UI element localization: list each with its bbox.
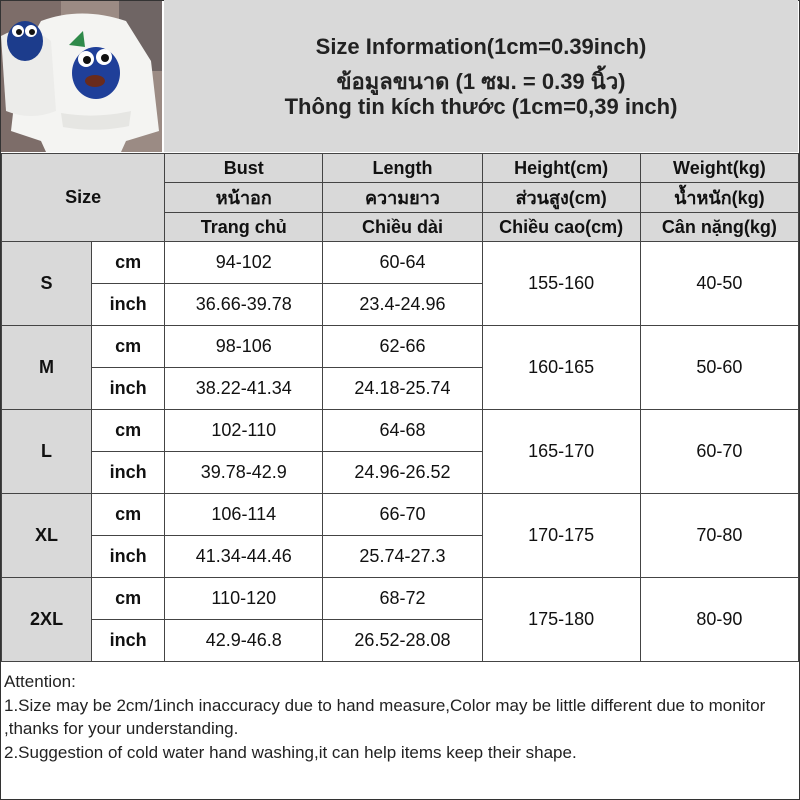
bust-cm-cell: 98-106	[165, 326, 323, 368]
bust-header-en: Bust	[165, 154, 323, 183]
length-inch-cell: 23.4-24.96	[323, 284, 482, 326]
unit-label-cm: cm	[92, 326, 165, 368]
product-photo-image	[1, 1, 162, 152]
size-header: Size	[2, 154, 165, 242]
length-cm-cell: 60-64	[323, 242, 482, 284]
attention-notes	[4, 670, 794, 764]
table-row	[2, 242, 799, 284]
bust-inch-cell: 41.34-44.46	[165, 536, 323, 578]
height-cell: 170-175	[482, 494, 640, 578]
length-inch-cell: 24.18-25.74	[323, 368, 482, 410]
size-label: XL	[2, 494, 92, 578]
length-cm-cell: 64-68	[323, 410, 482, 452]
table-row	[2, 410, 799, 452]
length-header-vi: Chiều dài	[323, 213, 482, 242]
unit-label-inch: inch	[92, 620, 165, 662]
length-header-en: Length	[323, 154, 482, 183]
size-table	[1, 153, 799, 662]
weight-cell: 70-80	[640, 494, 798, 578]
note-line-2: 2.Suggestion of cold water hand washing,it can help items keep their shape.	[4, 742, 577, 762]
length-inch-cell: 26.52-28.08	[323, 620, 482, 662]
unit-label-inch: inch	[92, 536, 165, 578]
height-header-en: Height(cm)	[482, 154, 640, 183]
bust-header-th: หน้าอก	[165, 183, 323, 213]
height-header-vi: Chiều cao(cm)	[482, 213, 640, 242]
unit-label-cm: cm	[92, 242, 165, 284]
weight-header-vi: Cân nặng(kg)	[640, 213, 798, 242]
bust-inch-cell: 36.66-39.78	[165, 284, 323, 326]
table-row	[2, 326, 799, 368]
length-inch-cell: 24.96-26.52	[323, 452, 482, 494]
weight-header-en: Weight(kg)	[640, 154, 798, 183]
weight-cell: 50-60	[640, 326, 798, 410]
height-cell: 160-165	[482, 326, 640, 410]
weight-cell: 40-50	[640, 242, 798, 326]
weight-cell: 60-70	[640, 410, 798, 494]
bust-cm-cell: 110-120	[165, 578, 323, 620]
unit-label-cm: cm	[92, 494, 165, 536]
weight-cell: 80-90	[640, 578, 798, 662]
length-cm-cell: 62-66	[323, 326, 482, 368]
unit-label-cm: cm	[92, 578, 165, 620]
title-area	[164, 0, 798, 152]
size-label: S	[2, 242, 92, 326]
length-inch-cell: 25.74-27.3	[323, 536, 482, 578]
title-vietnamese: Thông tin kích thước (1cm=0,39 inch)	[284, 94, 678, 119]
bust-header-vi: Trang chủ	[165, 213, 323, 242]
table-row	[2, 494, 799, 536]
bust-inch-cell: 38.22-41.34	[165, 368, 323, 410]
bust-inch-cell: 39.78-42.9	[165, 452, 323, 494]
size-label: M	[2, 326, 92, 410]
bust-inch-cell: 42.9-46.8	[165, 620, 323, 662]
weight-header-th: น้ำหนัก(kg)	[640, 183, 798, 213]
attention-heading: Attention:	[4, 672, 76, 691]
size-label: 2XL	[2, 578, 92, 662]
bust-cm-cell: 94-102	[165, 242, 323, 284]
unit-label-cm: cm	[92, 410, 165, 452]
bust-cm-cell: 106-114	[165, 494, 323, 536]
note-line-1: 1.Size may be 2cm/1inch inaccuracy due to hand measure,Color may be little different due to monitor ,thanks for your understanding.	[4, 695, 766, 738]
length-header-th: ความยาว	[323, 183, 482, 213]
length-cm-cell: 68-72	[323, 578, 482, 620]
title-english: Size Information(1cm=0.39inch)	[315, 34, 647, 59]
header	[0, 0, 800, 153]
unit-label-inch: inch	[92, 452, 165, 494]
product-photo	[1, 1, 162, 152]
unit-label-inch: inch	[92, 284, 165, 326]
height-cell: 165-170	[482, 410, 640, 494]
height-header-th: ส่วนสูง(cm)	[482, 183, 640, 213]
height-cell: 155-160	[482, 242, 640, 326]
bust-cm-cell: 102-110	[165, 410, 323, 452]
unit-label-inch: inch	[92, 368, 165, 410]
title-thai: ข้อมูลขนาด (1 ซม. = 0.39 นิ้ว)	[336, 69, 626, 94]
length-cm-cell: 66-70	[323, 494, 482, 536]
height-cell: 175-180	[482, 578, 640, 662]
table-row	[2, 578, 799, 620]
size-label: L	[2, 410, 92, 494]
